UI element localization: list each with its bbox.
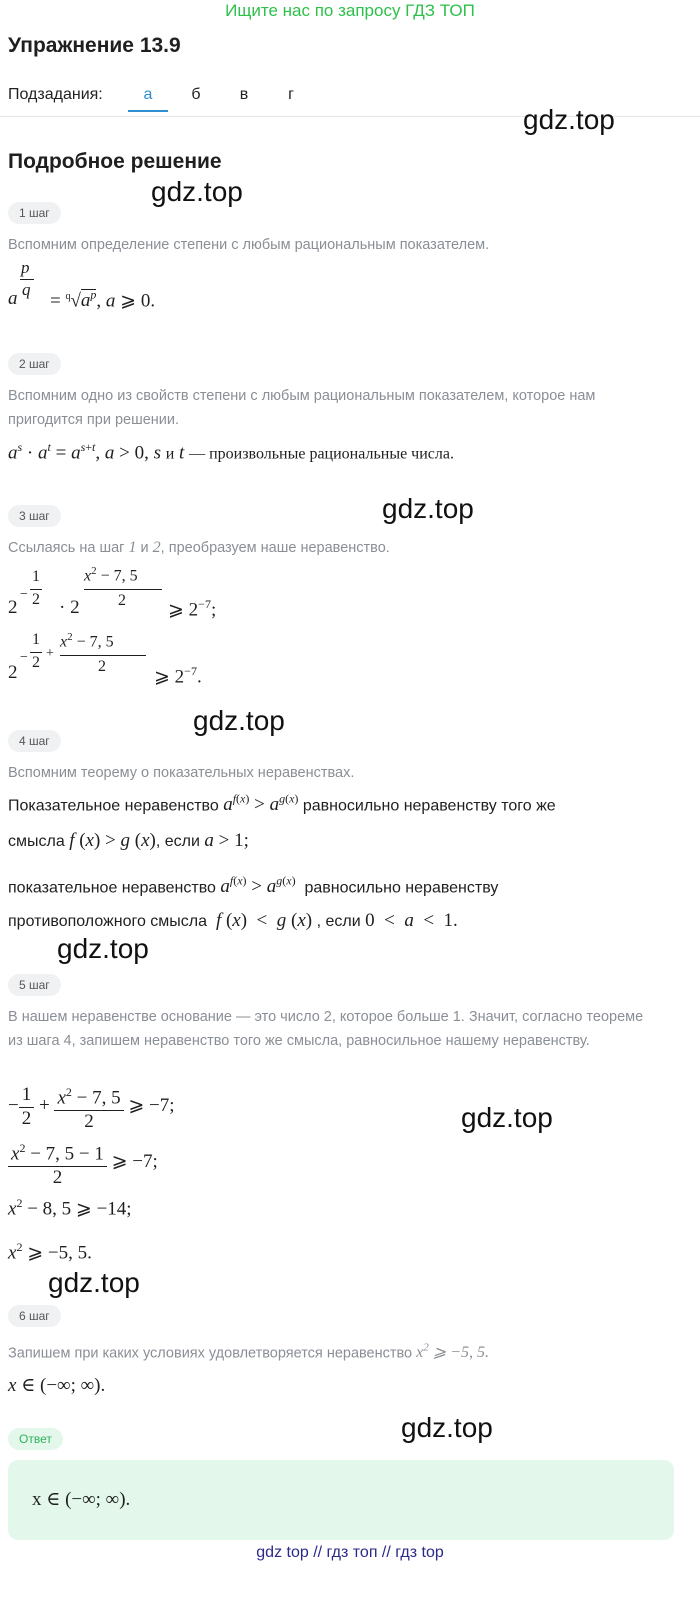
formula-property: $a^s \cdot a^t = a^{s+t}$, a > 0, s и t — произвольные рациональные числа.	[8, 440, 454, 464]
theorem-line-3: показательное неравенство $a^{f(x)} > a^{g(x)}$ равносильно неравенству	[8, 874, 499, 898]
watermark: gdz.top	[48, 1267, 140, 1298]
exercise-title: Упражнение 13.9	[8, 34, 181, 57]
theorem-line-1: Показательное неравенство $a^{f(x)} > a^{g(x)}$ равносильно неравенству того же	[8, 792, 556, 816]
theorem-line-2: смысла f (x) > g (x), если a > 1;	[8, 830, 249, 851]
tab-v[interactable]: в	[239, 86, 249, 103]
formula-step5-line2: $\frac{x^2 - 7, 5 - 1}{2}$ ⩾ −7;	[8, 1136, 158, 1189]
formula-step5-line1: − $\frac{1}{2}$ + $\frac{x^2 - 7, 5}{2}$ ⩾ −7;	[8, 1080, 175, 1133]
step-badge: 6 шаг	[8, 1305, 61, 1327]
watermark: gdz.top	[57, 933, 149, 964]
active-tab-indicator	[128, 110, 168, 112]
step-description: Вспомним теорему о показательных неравенствах.	[8, 765, 355, 781]
formula-step6: x ∈ (−∞; ∞).	[8, 1375, 106, 1396]
tab-a[interactable]: а	[143, 86, 153, 103]
formula-step3-line1: 2 − 1 2 · 2 $x^2 - 7$, 5 2 ⩾ $2^{-7}$;	[8, 565, 217, 621]
step-badge: 2 шаг	[8, 353, 61, 375]
top-banner[interactable]: Ищите нас по запросу ГДЗ ТОП	[225, 1, 475, 20]
subtasks-label: Подзадания:	[8, 86, 103, 103]
property-text: — произвольные рациональные числа.	[189, 445, 454, 463]
step-description: Вспомним одно из свойств степени с любым рациональным показателем, которое нам пригодится при решении.	[8, 388, 596, 428]
watermark: gdz.top	[523, 104, 615, 135]
step-badge: 3 шаг	[8, 505, 61, 527]
formula-step5-line4: $x^2$ ⩾ −5, 5.	[8, 1240, 92, 1264]
watermark: gdz.top	[461, 1102, 553, 1133]
step-description: Вспомним определение степени с любым рациональным показателем.	[8, 237, 490, 253]
formula-step3-line2: 2 − 1 2 + $x^2 - 7$, 5 2 ⩾ $2^{-7}$.	[8, 631, 202, 688]
footer-links[interactable]: gdz top // гдз топ // гдз top	[256, 1544, 444, 1561]
formula-step5-line3: $x^2 - 8$, 5 ⩾ −14;	[8, 1196, 132, 1220]
step-description: Ссылаясь на шаг 1 и 2, преобразуем наше неравенство.	[8, 539, 390, 556]
watermark: gdz.top	[151, 176, 243, 207]
watermark: gdz.top	[401, 1412, 493, 1443]
tab-b[interactable]: б	[191, 86, 201, 103]
answer-box	[8, 1460, 674, 1540]
watermark: gdz.top	[382, 493, 474, 524]
answer-badge: Ответ	[8, 1428, 63, 1450]
step-description: В нашем неравенстве основание — это число 2, которое больше 1. Значит, согласно теореме из шага 4, запишем неравенство того же смысла, равносильное нашему неравенству.	[8, 1009, 644, 1049]
step-badge: 1 шаг	[8, 202, 61, 224]
answer-text: x ∈ (−∞; ∞).	[32, 1489, 131, 1510]
step-badge: 4 шаг	[8, 730, 61, 752]
step-description: Запишем при каких условиях удовлетворяется неравенство $x^2$ ⩾ −5, 5.	[8, 1342, 489, 1362]
step-badge: 5 шаг	[8, 974, 61, 996]
watermark: gdz.top	[193, 705, 285, 736]
tab-g[interactable]: г	[288, 86, 294, 103]
theorem-line-4: противоположного смысла f (x) < g (x) , если 0 < a < 1.	[8, 910, 458, 931]
section-title: Подробное решение	[8, 150, 222, 173]
formula-definition: a p q = $^q√a^p$, a ⩾ 0.	[8, 258, 156, 312]
